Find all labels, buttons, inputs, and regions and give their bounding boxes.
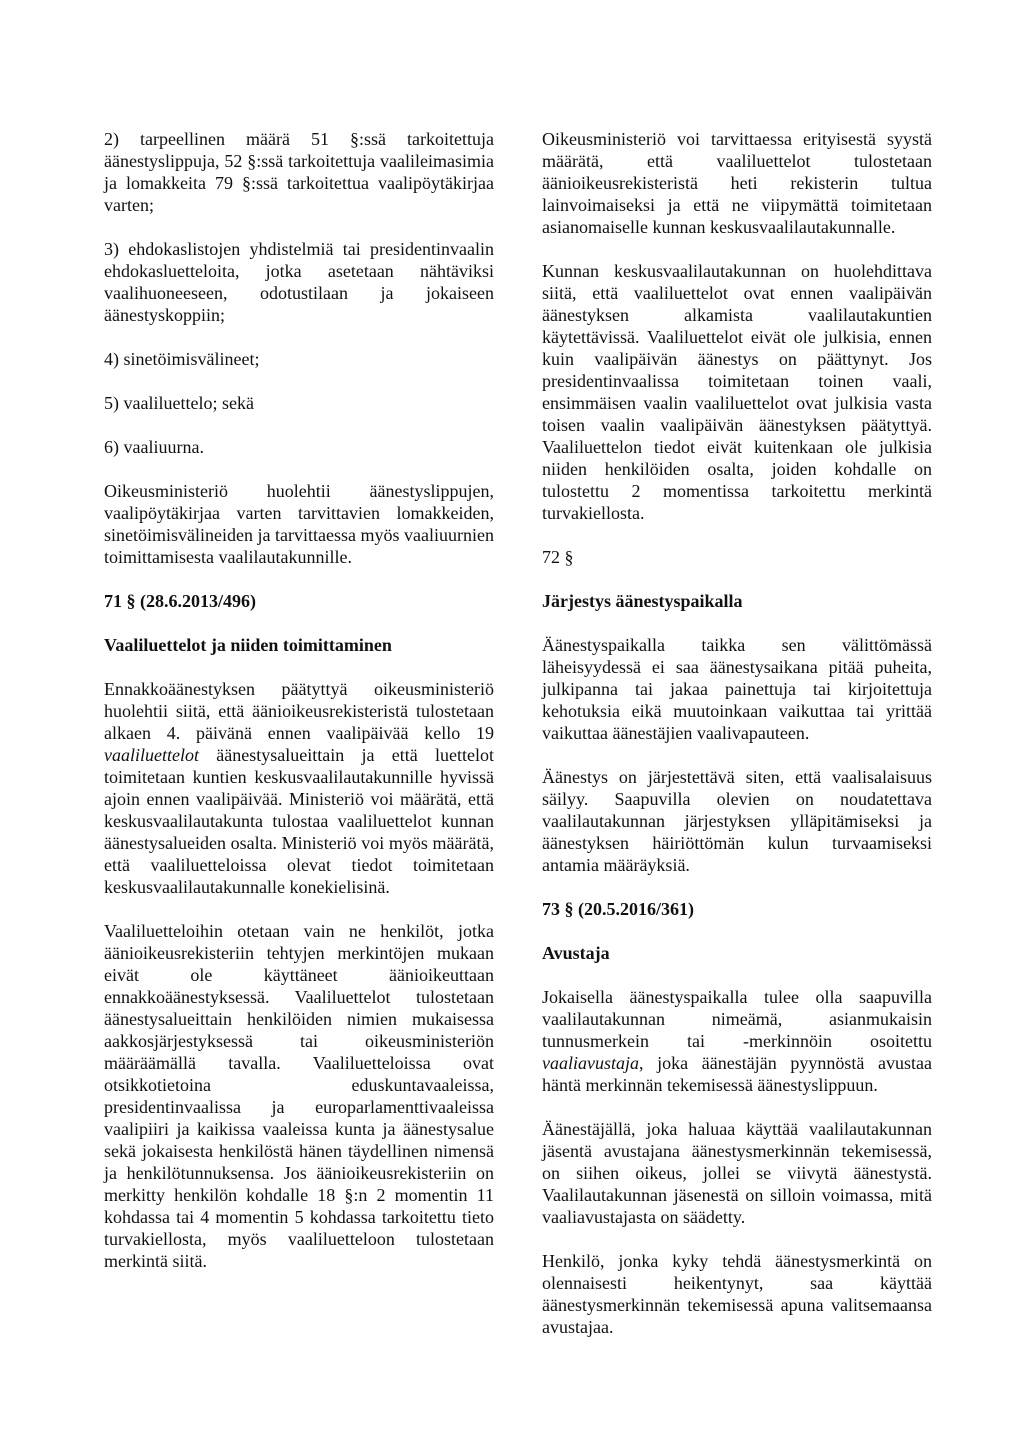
s71-p1-text-b: äänestysalueittain ja että luettelot toimitetaan kuntien keskusvaalilautakunnille hyvissä ajoin ennen vaalipäivää. Ministeriö voi määrätä, että keskusvaalilautakunta tulostaa vaaliluettelot kunnan äänestysalueiden osalta. Ministeriö voi myös määrätä, että vaaliluetteloissa olevat tiedot toimitetaan keskusvaalilautakunnalle konekielisinä. bbox=[104, 745, 494, 897]
s73-p1-text-a: Jokaisella äänestyspaikalla tulee olla saapuvilla vaalilautakunnan nimeämä, asianmukaisin tunnusmerkein tai -merkinnöin osoitettu bbox=[542, 987, 932, 1051]
section-72-paragraph-1: Äänestyspaikalla taikka sen välittömässä läheisyydessä ei saa äänestysaikana pitää puheita, julkipanna tai jakaa painettuja tai kirjoitettuja kehotuksia eikä muutoinkaan vaikuttaa tai yrittää vaikuttaa äänestäjien vaalivapauteen. bbox=[542, 635, 932, 743]
list-item-5: 5) vaaliluettelo; sekä bbox=[104, 393, 254, 413]
paragraph-ministry-supplies: Oikeusministeriö huolehtii äänestyslippujen, vaalipöytäkirjaa varten tarvittavien lomakkeiden, sinetöimisvälineiden ja tarvittaessa myös vaaliuurnien toimittamisesta vaalilautakunnille. bbox=[104, 481, 494, 567]
section-72-title: Järjestys äänestyspaikalla bbox=[542, 591, 743, 611]
section-73-paragraph-1 bbox=[542, 986, 932, 1096]
section-73-number: 73 § (20.5.2016/361) bbox=[542, 899, 694, 919]
section-73-paragraph-2: Äänestäjällä, joka haluaa käyttää vaalilautakunnan jäsentä avustajana äänestysmerkinnän tekemisessä, on siihen oikeus, jollei se viivytä äänestystä. Vaalilautakunnan jäsenestä on silloin voimassa, mitä vaaliavustajasta on säädetty. bbox=[542, 1119, 932, 1227]
section-73-paragraph-3: Henkilö, jonka kyky tehdä äänestysmerkintä on olennaisesti heikentynyt, saa käyttää äänestysmerkinnän tekemisessä apuna valitsemaansa avustajaa. bbox=[542, 1251, 932, 1337]
section-72-paragraph-2: Äänestys on järjestettävä siten, että vaalisalaisuus säilyy. Saapuvilla olevien on noudatettava vaalilautakunnan järjestyksen ylläpitämiseksi ja äänestyksen häiriöttömän kulun turvaamiseksi antamia määräyksiä. bbox=[542, 767, 932, 875]
s71-p1-text-a: Ennakkoäänestyksen päätyttyä oikeusministeriö huolehtii siitä, että äänioikeusrekisteristä tulostetaan alkaen 4. päivänä ennen vaalipäivää kello 19 bbox=[104, 679, 494, 743]
s71-p1-term: vaaliluettelot bbox=[104, 745, 199, 765]
section-71-number: 71 § (28.6.2013/496) bbox=[104, 591, 256, 611]
section-71-paragraph-3: Oikeusministeriö voi tarvittaessa erityisestä syystä määrätä, että vaaliluettelot tulostetaan äänioikeusrekisteristä heti rekisterin tultua lainvoimaiseksi ja että ne viipymättä toimitetaan asianomaiselle kunnan keskusvaalilautakunnalle. bbox=[542, 129, 932, 237]
list-item-2: 2) tarpeellinen määrä 51 §:ssä tarkoitettuja äänestyslippuja, 52 §:ssä tarkoitettuja vaalileimasimia ja lomakkeita 79 §:ssä tarkoitettua vaalipöytäkirjaa varten; bbox=[104, 129, 494, 215]
list-item-6: 6) vaaliuurna. bbox=[104, 437, 204, 457]
list-item-4: 4) sinetöimisvälineet; bbox=[104, 349, 260, 369]
section-71-paragraph-4: Kunnan keskusvaalilautakunnan on huolehdittava siitä, että vaaliluettelot ovat ennen vaalipäivän äänestyksen alkamista vaalilautakuntien käytettävissä. Vaaliluettelot eivät ole julkisia, ennen kuin vaalipäivän äänestys on päättynyt. Jos presidentinvaalissa toimitetaan toinen vaali, ensimmäisen vaalin vaaliluettelot ovat julkisia vasta toisen vaalin vaalipäivän äänestyksen päätyttyä. Vaaliluettelon tiedot eivät kuitenkaan ole julkisia niiden henkilöiden osalta, joiden kohdalle on tulostettu 2 momentissa tarkoitettu merkintä turvakiellosta. bbox=[542, 261, 932, 523]
section-71-paragraph-2: Vaaliluetteloihin otetaan vain ne henkilöt, jotka äänioikeusrekisteriin tehtyjen merkintöjen mukaan eivät ole käyttäneet äänioikeuttaan ennakkoäänestyksessä. Vaaliluettelot tulostetaan äänestysalueittain henkilöiden nimien mukaisessa aakkosjärjestyksessä tai oikeusministeriön määräämällä tavalla. Vaaliluetteloissa ovat otsikkotietoina eduskuntavaaleissa, presidentinvaalissa ja europarlamenttivaaleissa vaalipiiri ja kaikissa vaaleissa kunta ja äänestysalue sekä jokaisesta henkilöstä hänen täydellinen nimensä ja henkilötunnuksensa. Jos äänioikeusrekisteriin on merkitty henkilön kohdalle 18 §:n 2 momentin 11 kohdassa tai 4 momentin 5 kohdassa tarkoitettu tieto turvakiellosta, myös vaaliluetteloon tulostetaan merkintä siitä. bbox=[104, 921, 494, 1271]
right-column bbox=[542, 128, 932, 1338]
s73-p1-text-b: , joka äänestäjän pyynnöstä avustaa häntä merkinnän tekemisessä äänestyslippuun. bbox=[542, 1053, 932, 1095]
section-71-paragraph-1 bbox=[104, 678, 494, 898]
list-item-3: 3) ehdokaslistojen yhdistelmiä tai presidentinvaalin ehdokasluetteloita, jotka asetetaan nähtäviksi vaalihuoneeseen, odotustilaan ja jokaiseen äänestyskoppiin; bbox=[104, 239, 494, 325]
section-73-title: Avustaja bbox=[542, 943, 610, 963]
section-71-title: Vaaliluettelot ja niiden toimittaminen bbox=[104, 635, 392, 655]
s73-p1-term: vaaliavustaja bbox=[542, 1053, 639, 1073]
section-72-number: 72 § bbox=[542, 547, 574, 567]
left-column bbox=[104, 128, 494, 1272]
